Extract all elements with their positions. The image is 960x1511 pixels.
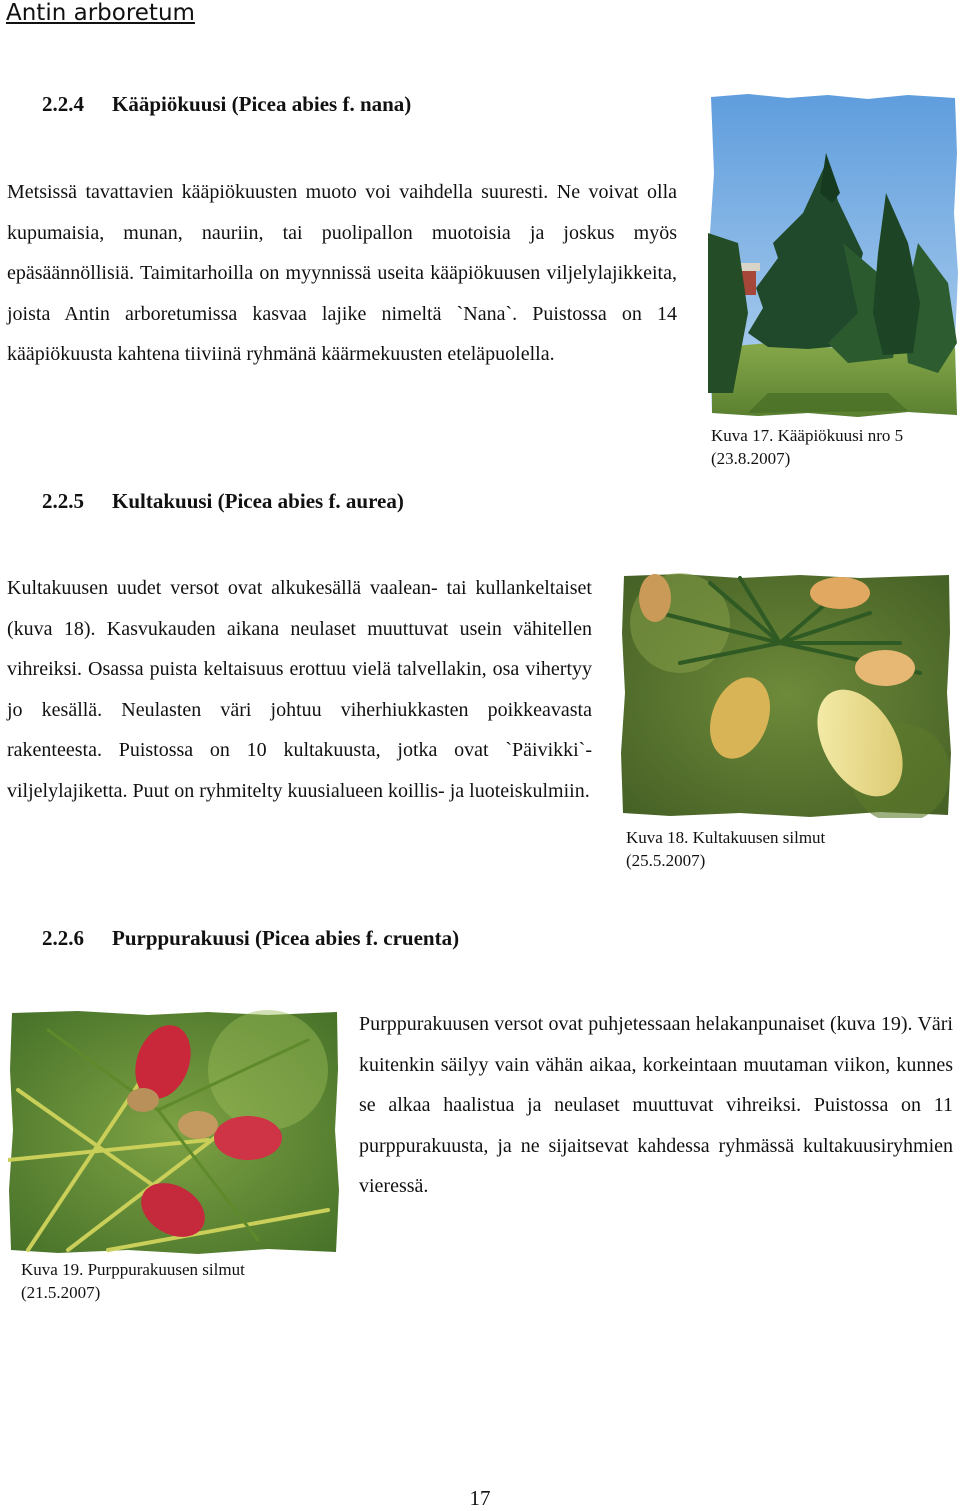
section-heading — [42, 926, 459, 951]
section-heading — [42, 489, 404, 514]
section-heading — [42, 92, 411, 117]
purple-spruce-buds-photo — [8, 1010, 340, 1255]
section-number: 2.2.5 — [42, 489, 84, 513]
section-number: 2.2.4 — [42, 92, 84, 116]
page-header-title: Antin arboretum — [6, 0, 195, 26]
section-paragraph: Metsissä tavattavien kääpiökuusten muoto voi vaihdella suuresti. Ne voivat olla kupumaisia, munan, nauriin, tai puolipallon muotoisia ja joskus myös epäsäännöllisiä. Taimitarhoilla on myynnissä useita kääpiökuusen viljelylajikkeita, joista Antin arboretumissa kasvaa lajike nimeltä `Nana`. Puistossa on 14 kääpiökuusta kahtena tiiviinä ryhmänä käärmekuusten eteläpuolella. — [7, 181, 677, 366]
section-title: Kultakuusi (Picea abies f. aurea) — [112, 489, 404, 513]
section-paragraph: Purppurakuusen versot ovat puhjetessaan helakanpunaiset (kuva 19). Väri kuitenkin säilyy vain vähän aikaa, korkeintaan muutaman viikon, kunnes se alkaa haalistua ja neulaset muuttuvat vihreiksi. Puistossa on 11 purppurakuusta, ja ne sijaitsevat kahdessa ryhmässä kultakuusiryhmien vieressä. — [359, 1013, 953, 1198]
caption-date: (21.5.2007) — [21, 1283, 101, 1302]
caption-date: (25.5.2007) — [626, 851, 706, 870]
figure-caption — [21, 1258, 245, 1304]
caption-title: Kuva 19. Purppurakuusen silmut — [21, 1260, 245, 1279]
section-title: Purppurakuusi (Picea abies f. cruenta) — [112, 926, 460, 950]
page-number: 17 — [469, 1486, 491, 1510]
caption-title: Kuva 17. Kääpiökuusi nro 5 — [711, 426, 904, 445]
section-number: 2.2.6 — [42, 926, 84, 950]
figure-caption — [711, 424, 903, 470]
section-title: Kääpiökuusi (Picea abies f. nana) — [112, 92, 412, 116]
section-paragraph: Kultakuusen uudet versot ovat alkukesällä vaalean- tai kullankeltaiset (kuva 18). Kasvukauden aikana neulaset muuttuvat usein vähitellen vihreiksi. Osassa puista keltaisuus erottuu vielä talvellakin, osa vihertyy jo kesällä. Neulasten väri johtuu viherhiukkasten poikkeavasta rakenteesta. Puistossa on 10 kultakuusta, jotka ovat `Päivikki`-viljelylajiketta. Puut on ryhmitelty kuusialueen koillis- ja luoteiskulmiin. — [7, 577, 592, 802]
figure-caption — [626, 826, 825, 872]
golden-spruce-buds-photo — [620, 573, 952, 818]
caption-date: (23.8.2007) — [711, 449, 791, 468]
caption-title: Kuva 18. Kultakuusen silmut — [626, 828, 826, 847]
dwarf-spruce-photo — [708, 93, 958, 418]
